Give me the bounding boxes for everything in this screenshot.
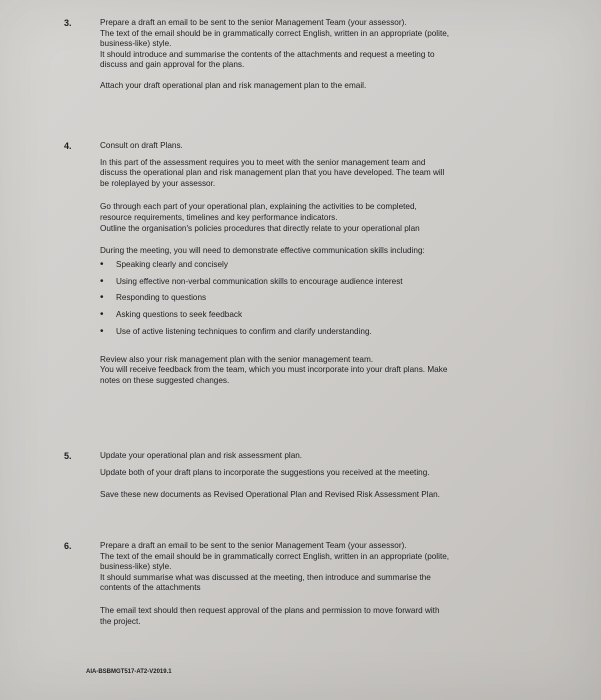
list-item: • Speaking clearly and concisely [100, 257, 540, 274]
text-line: Review also your risk management plan with the senior management team. [100, 354, 374, 364]
list-item: • Using effective non-verbal communication skills to encourage audience interest [100, 274, 540, 291]
section-body [100, 541, 540, 627]
text-line: notes on these suggested changes. [100, 375, 230, 385]
text-line: It should summarise what was discussed at the meeting, then introduce and summarise the [100, 572, 431, 582]
list-item: • Asking questions to seek feedback [100, 307, 540, 324]
text-line: business-like) style. [100, 562, 172, 572]
text-line: Outline the organisation's policies procedures that directly relate to your operational plan [100, 223, 420, 233]
section-body [100, 141, 540, 387]
text-line: In this part of the assessment requires you to meet with the senior management team and [100, 157, 426, 167]
text-line: resource requirements, timelines and key performance indicators. [100, 212, 338, 222]
text-line: The text of the email should be in grammatically correct English, written in an appropriate (polite, [100, 28, 450, 38]
text-line: the project. [100, 616, 141, 626]
text-line: The text of the email should be in grammatically correct English, written in an appropriate (polite, [100, 551, 450, 561]
text-line: Save these new documents as Revised Operational Plan and Revised Risk Assessment Plan. [100, 490, 440, 500]
text-line: be roleplayed by your assessor. [100, 178, 216, 188]
text-line: It should introduce and summarise the contents of the attachments and request a meeting to [100, 49, 435, 59]
list-item: • Use of active listening techniques to confirm and clarify understanding. [100, 324, 540, 341]
text-line: During the meeting, you will need to demonstrate effective communication skills including: [100, 246, 425, 256]
document-footer: AIA-BSBMGT517-AT2-V2019.1 [86, 669, 172, 675]
text-line: discuss the operational plan and risk management plan that you have developed. The team will [100, 168, 445, 178]
text-line: discuss and gain approval for the plans. [100, 60, 245, 70]
section-number: 5. [64, 451, 72, 461]
section-body [100, 18, 540, 92]
text-line: The email text should then request approval of the plans and permission to move forward with [100, 605, 440, 615]
text-line: contents of the attachments [100, 583, 201, 593]
section-body [100, 451, 540, 501]
text-line: Attach your draft operational plan and risk management plan to the email. [100, 80, 367, 90]
text-line: Prepare a draft an email to be sent to the senior Management Team (your assessor). [100, 541, 407, 550]
section-number: 4. [64, 141, 72, 151]
section-number: 6. [64, 541, 72, 551]
text-line: Update both of your draft plans to incorporate the suggestions you received at the meeting. [100, 467, 430, 477]
text-line: Consult on draft Plans. [100, 141, 183, 150]
text-line: Update your operational plan and risk assessment plan. [100, 451, 303, 460]
text-line: You will receive feedback from the team, which you must incorporate into your draft plans. Make [100, 365, 448, 375]
list-item: • Responding to questions [100, 290, 540, 307]
text-line: business-like) style. [100, 39, 172, 49]
text-line: Prepare a draft an email to be sent to the senior Management Team (your assessor). [100, 18, 407, 27]
section-number: 3. [64, 18, 72, 28]
text-line: Go through each part of your operational plan, explaining the activities to be completed, [100, 202, 417, 212]
